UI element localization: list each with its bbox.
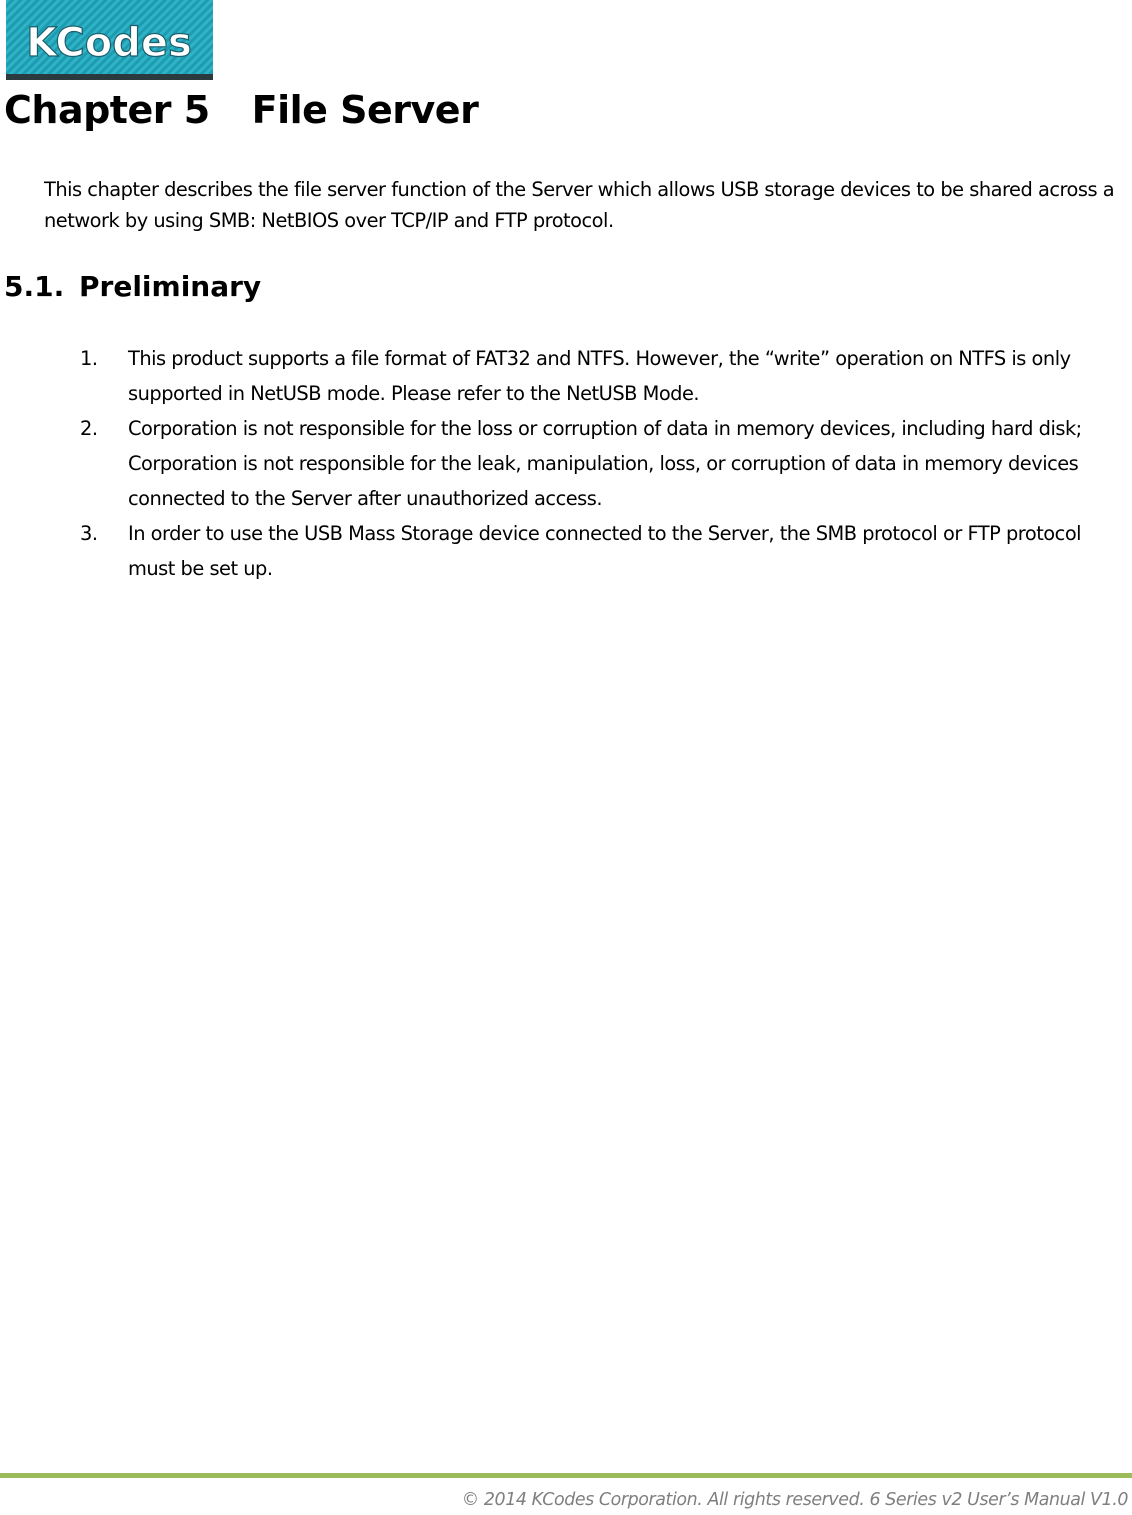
list-item	[80, 516, 1128, 586]
preliminary-list	[80, 341, 1128, 586]
chapter-number: Chapter 5	[4, 88, 210, 132]
list-item	[80, 411, 1128, 516]
list-item-text: This product supports a file format of FAT32 and NTFS. However, the “write” operation on NTFS is only supported in NetUSB mode. Please refer to the NetUSB Mode.	[128, 347, 1071, 405]
chapter-title	[4, 88, 478, 132]
list-item-number: 2.	[80, 417, 98, 440]
list-item	[80, 341, 1128, 411]
list-item-number: 1.	[80, 347, 98, 370]
section-title	[4, 270, 261, 303]
chapter-name: File Server	[251, 88, 479, 132]
intro-paragraph: This chapter describes the file server function of the Server which allows USB storage devices to be shared across a network by using SMB: NetBIOS over TCP/IP and FTP protocol.	[44, 178, 1115, 232]
list-item-text: Corporation is not responsible for the loss or corruption of data in memory devices, including hard disk; Corporation is not responsible for the leak, manipulation, loss, or corruption of data in memory devices connected to the Server after unauthorized access.	[128, 417, 1082, 510]
logo-text: KCodes	[26, 20, 192, 66]
section-name: Preliminary	[79, 270, 262, 303]
list-item-text: In order to use the USB Mass Storage device connected to the Server, the SMB protocol or FTP protocol must be set up.	[128, 522, 1082, 580]
footer-copyright: © 2014 KCodes Corporation. All rights reserved. 6 Series v2 User’s Manual V1.0	[461, 1490, 1128, 1510]
section-number: 5.1.	[4, 270, 65, 303]
footer-divider	[0, 1473, 1132, 1478]
list-item-number: 3.	[80, 522, 98, 545]
kcodes-logo-graphic	[6, 0, 213, 80]
kcodes-logo	[6, 0, 213, 80]
